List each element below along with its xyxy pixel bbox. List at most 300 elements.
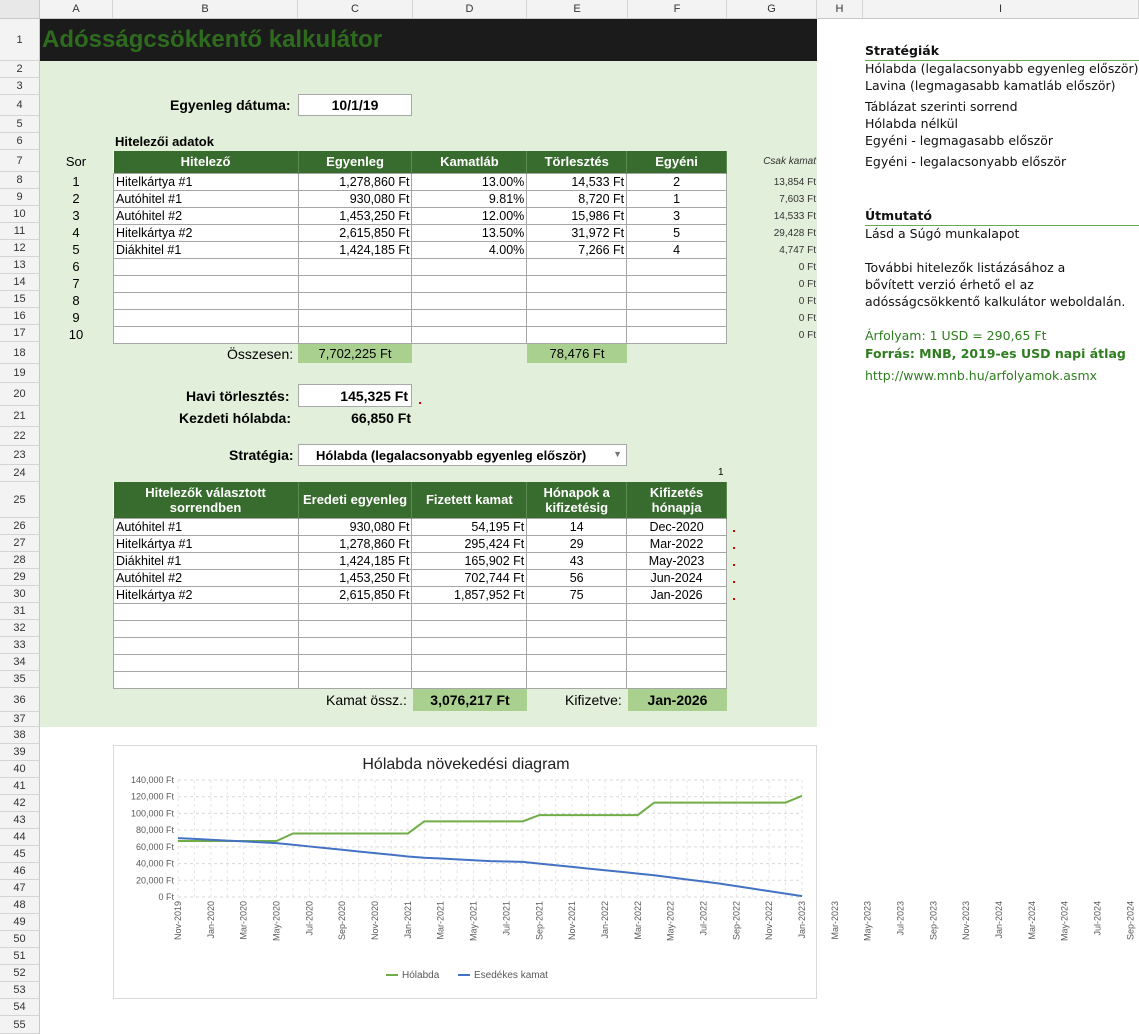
creditor-balance-cell[interactable]: [298, 275, 412, 292]
row-header[interactable]: 31: [0, 603, 40, 620]
creditor-balance-cell[interactable]: [298, 258, 412, 275]
creditor-balance-cell[interactable]: 1,278,860 Ft: [298, 173, 412, 190]
creditor-balance-cell[interactable]: 930,080 Ft: [298, 190, 412, 207]
results-table: [113, 482, 727, 689]
interest-only-cell: 7,603 Ft: [779, 194, 816, 205]
monthly-payment-input[interactable]: 145,325 Ft: [298, 384, 412, 407]
result-orig-cell[interactable]: 1,453,250 Ft: [298, 569, 412, 586]
row-header[interactable]: 41: [0, 778, 40, 795]
creditor-header-payment: Törlesztés: [527, 151, 627, 173]
result-interest-cell[interactable]: [412, 603, 527, 620]
x-tick-label: Sep-2022: [731, 901, 742, 941]
y-tick-label: 140,000 Ft: [130, 775, 174, 785]
totals-label: Összesen:: [227, 346, 294, 362]
row-header[interactable]: 5: [0, 116, 40, 133]
result-payoff-cell[interactable]: Dec-2020: [627, 518, 727, 535]
row-number: 2: [72, 191, 80, 206]
creditor-payment-cell[interactable]: 31,972 Ft: [527, 224, 627, 241]
result-orig-cell[interactable]: [298, 603, 412, 620]
row-header[interactable]: 1: [0, 19, 40, 61]
creditor-balance-cell[interactable]: 1,453,250 Ft: [298, 207, 412, 224]
row-header[interactable]: 17: [0, 325, 40, 342]
row-header[interactable]: 40: [0, 761, 40, 778]
creditor-payment-cell[interactable]: 8,720 Ft: [527, 190, 627, 207]
row-header[interactable]: 2: [0, 61, 40, 78]
strategy-option-6: Egyéni - legalacsonyabb először: [865, 154, 1067, 169]
creditor-name-cell[interactable]: [114, 309, 299, 326]
row-header[interactable]: 28: [0, 552, 40, 569]
interest-only-cell: 29,428 Ft: [773, 228, 816, 239]
row-number: 9: [72, 310, 80, 325]
interest-total-value: 3,076,217 Ft: [413, 689, 527, 711]
guide-text: Lásd a Súgó munkalapot: [865, 226, 1020, 241]
row-number-header: Sor: [65, 154, 87, 169]
result-months-cell[interactable]: [527, 603, 627, 620]
interest-only-cell: 14,533 Ft: [773, 211, 816, 222]
row-header[interactable]: 53: [0, 982, 40, 999]
row-header[interactable]: 44: [0, 829, 40, 846]
row-header[interactable]: 24: [0, 465, 40, 482]
creditor-name-cell[interactable]: Autóhitel #2: [114, 207, 299, 224]
creditor-table: [113, 151, 727, 344]
column-header[interactable]: F: [628, 0, 727, 19]
y-tick-label: 0 Ft: [158, 892, 174, 902]
result-header-months: Hónapok a kifizetésig: [527, 482, 627, 518]
x-tick-label: Jan-2024: [994, 901, 1005, 939]
creditor-rate-cell[interactable]: 12.00%: [412, 207, 527, 224]
creditor-rate-cell[interactable]: [412, 258, 527, 275]
row-header[interactable]: 11: [0, 223, 40, 240]
creditor-header-name: Hitelező: [114, 151, 299, 173]
snowball-chart[interactable]: [113, 745, 1136, 999]
result-orig-cell[interactable]: [298, 637, 412, 654]
x-tick-label: Mar-2024: [1026, 901, 1037, 940]
row-header[interactable]: 9: [0, 189, 40, 206]
strategy-value: Hólabda (legalacsonyabb egyenleg először): [316, 447, 587, 463]
column-header[interactable]: E: [527, 0, 628, 19]
creditor-payment-cell[interactable]: [527, 309, 627, 326]
row-header[interactable]: 29: [0, 569, 40, 586]
interest-only-cell: 0 Ft: [798, 313, 816, 324]
row-header[interactable]: 13: [0, 257, 40, 274]
column-header[interactable]: I: [863, 0, 1139, 19]
x-tick-label: Jan-2022: [599, 901, 610, 939]
x-tick-label: Jan-2020: [205, 901, 216, 939]
x-tick-label: Mar-2023: [829, 901, 840, 940]
row-header[interactable]: 32: [0, 620, 40, 637]
total-payment: 78,476 Ft: [527, 344, 627, 363]
row-header[interactable]: 27: [0, 535, 40, 552]
creditor-custom-cell[interactable]: 3: [627, 207, 727, 224]
creditor-header-rate: Kamatláb: [412, 151, 527, 173]
row-header[interactable]: 15: [0, 291, 40, 308]
creditor-balance-cell[interactable]: [298, 326, 412, 343]
result-interest-cell[interactable]: [412, 654, 527, 671]
row-header[interactable]: 18: [0, 342, 40, 364]
creditor-balance-cell[interactable]: 1,424,185 Ft: [298, 241, 412, 258]
row-header[interactable]: 33: [0, 637, 40, 654]
result-name-cell[interactable]: Hitelkártya #1: [114, 535, 299, 552]
result-orig-cell[interactable]: [298, 620, 412, 637]
strategy-option-1: Hólabda (legalacsonyabb egyenleg először): [865, 61, 1139, 76]
creditor-name-cell[interactable]: Hitelkártya #1: [114, 173, 299, 190]
creditor-rate-cell[interactable]: [412, 326, 527, 343]
interest-only-cell: 4,747 Ft: [779, 245, 816, 256]
strategy-dropdown[interactable]: [298, 444, 627, 466]
x-tick-label: Jul-2023: [895, 901, 906, 936]
creditor-custom-cell[interactable]: 1: [627, 190, 727, 207]
creditor-header-balance: Egyenleg: [298, 151, 412, 173]
row-header[interactable]: 37: [0, 712, 40, 727]
total-balance: 7,702,225 Ft: [298, 344, 412, 363]
row-header[interactable]: 21: [0, 406, 40, 427]
x-tick-label: Jan-2023: [797, 901, 807, 939]
result-header-payoff: Kifizetés hónapja: [627, 482, 727, 518]
x-tick-label: Mar-2021: [435, 901, 446, 940]
more-text-2: bővített verzió érhető el az: [865, 277, 1034, 292]
row-header[interactable]: 34: [0, 654, 40, 671]
result-months-cell[interactable]: [527, 671, 627, 688]
creditor-payment-cell[interactable]: [527, 292, 627, 309]
result-name-cell[interactable]: [114, 671, 299, 688]
result-row: [114, 671, 727, 688]
paid-off-value: Jan-2026: [628, 689, 727, 711]
result-interest-cell[interactable]: 54,195 Ft: [412, 518, 527, 535]
creditor-payment-cell[interactable]: 14,533 Ft: [527, 173, 627, 190]
result-header-creditors: Hitelezők választott sorrendben: [114, 482, 299, 518]
row-number: 4: [72, 225, 80, 240]
column-header[interactable]: A: [40, 0, 113, 19]
row-header[interactable]: 23: [0, 446, 40, 465]
x-tick-label: Nov-2020: [370, 901, 381, 941]
creditor-payment-cell[interactable]: [527, 326, 627, 343]
x-tick-label: May-2020: [271, 901, 282, 942]
y-tick-label: 60,000 Ft: [135, 841, 174, 852]
more-text-3: adósságcsökkentő kalkulátor weboldalán.: [865, 294, 1126, 309]
creditor-payment-cell[interactable]: [527, 258, 627, 275]
column-header[interactable]: D: [413, 0, 527, 19]
creditor-balance-cell[interactable]: [298, 309, 412, 326]
row-header[interactable]: 39: [0, 744, 40, 761]
creditor-section-label: Hitelezői adatok: [115, 134, 214, 149]
result-months-cell[interactable]: 14: [527, 518, 627, 535]
creditor-row: [114, 326, 727, 343]
creditor-name-cell[interactable]: Diákhitel #1: [114, 241, 299, 258]
result-months-cell[interactable]: 56: [527, 569, 627, 586]
row-header[interactable]: 19: [0, 364, 40, 383]
creditor-custom-cell[interactable]: [627, 275, 727, 292]
legend-label: Hólabda: [402, 970, 440, 981]
strategy-option-2: Lavina (legmagasabb kamatláb először): [865, 78, 1116, 93]
result-orig-cell[interactable]: 1,278,860 Ft: [298, 535, 412, 552]
result-header-interest: Fizetett kamat: [412, 482, 527, 518]
x-tick-label: Sep-2023: [928, 901, 939, 941]
result-payoff-cell[interactable]: [627, 620, 727, 637]
result-months-cell[interactable]: [527, 620, 627, 637]
creditor-rate-cell[interactable]: 13.50%: [412, 224, 527, 241]
result-name-cell[interactable]: Diákhitel #1: [114, 552, 299, 569]
row-number: 10: [68, 327, 84, 342]
result-payoff-cell[interactable]: [627, 654, 727, 671]
result-header-original: Eredeti egyenleg: [298, 482, 412, 518]
x-tick-label: May-2022: [665, 901, 676, 942]
column-header[interactable]: C: [298, 0, 413, 19]
x-tick-label: Sep-2021: [534, 901, 545, 941]
chart-title: Hólabda növekedési diagram: [362, 756, 570, 773]
creditor-rate-cell[interactable]: 13.00%: [412, 173, 527, 190]
row-header[interactable]: 55: [0, 1016, 40, 1034]
x-tick-label: Nov-2023: [961, 901, 972, 941]
creditor-rate-cell[interactable]: 9.81%: [412, 190, 527, 207]
creditor-custom-cell[interactable]: [627, 258, 727, 275]
row-header[interactable]: 50: [0, 931, 40, 948]
row-header[interactable]: 43: [0, 812, 40, 829]
creditor-row: [114, 275, 727, 292]
row-number: 8: [72, 293, 80, 308]
row-number: 1: [72, 174, 80, 189]
row-header[interactable]: 30: [0, 586, 40, 603]
column-header[interactable]: G: [727, 0, 817, 19]
creditor-header-custom: Egyéni: [627, 151, 727, 173]
interest-only-cell: 0 Ft: [798, 279, 816, 290]
result-orig-cell[interactable]: [298, 654, 412, 671]
row-header[interactable]: 38: [0, 727, 40, 744]
row-header[interactable]: 36: [0, 688, 40, 712]
creditor-row: [114, 241, 727, 258]
creditor-custom-cell[interactable]: 5: [627, 224, 727, 241]
row-header[interactable]: 4: [0, 95, 40, 116]
column-header[interactable]: H: [817, 0, 863, 19]
result-name-cell[interactable]: [114, 637, 299, 654]
legend-label: Esedékes kamat: [474, 970, 548, 981]
result-interest-cell[interactable]: [412, 620, 527, 637]
result-row: [114, 603, 727, 620]
comment-marker: [733, 598, 735, 600]
result-interest-cell[interactable]: 702,744 Ft: [412, 569, 527, 586]
creditor-row: [114, 258, 727, 275]
balance-date-label: Egyenleg dátuma:: [170, 97, 291, 113]
result-name-cell[interactable]: Autóhitel #2: [114, 569, 299, 586]
result-payoff-cell[interactable]: Mar-2022: [627, 535, 727, 552]
x-tick-label: Nov-2019: [173, 901, 183, 941]
result-name-cell[interactable]: Autóhitel #1: [114, 518, 299, 535]
row-header[interactable]: 10: [0, 206, 40, 223]
result-name-cell[interactable]: [114, 603, 299, 620]
result-orig-cell[interactable]: [298, 671, 412, 688]
result-months-cell[interactable]: [527, 654, 627, 671]
paid-off-label: Kifizetve:: [565, 692, 622, 708]
x-tick-label: May-2024: [1059, 901, 1070, 942]
result-months-cell[interactable]: 29: [527, 535, 627, 552]
row-header[interactable]: 3: [0, 78, 40, 95]
result-interest-cell[interactable]: [412, 637, 527, 654]
comment-marker: [733, 581, 735, 583]
strategy-option-5: Egyéni - legmagasabb először: [865, 133, 1053, 148]
creditor-name-cell[interactable]: [114, 292, 299, 309]
creditor-name-cell[interactable]: Hitelkártya #2: [114, 224, 299, 241]
creditor-name-cell[interactable]: [114, 258, 299, 275]
interest-total-label: Kamat össz.:: [326, 692, 407, 708]
comment-marker: [733, 530, 735, 532]
creditor-custom-cell[interactable]: [627, 309, 727, 326]
row-header[interactable]: 16: [0, 308, 40, 325]
x-tick-label: Jan-2021: [402, 901, 413, 939]
creditor-payment-cell[interactable]: 7,266 Ft: [527, 241, 627, 258]
result-months-cell[interactable]: 43: [527, 552, 627, 569]
strategies-title: Stratégiák: [865, 43, 940, 58]
initial-snowball-label: Kezdeti hólabda:: [179, 410, 292, 426]
row-header[interactable]: 8: [0, 172, 40, 189]
result-row: [114, 552, 727, 569]
y-tick-label: 100,000 Ft: [130, 808, 174, 819]
initial-snowball-value: 66,850 Ft: [351, 410, 411, 426]
row-header[interactable]: 48: [0, 897, 40, 914]
row-header[interactable]: 6: [0, 133, 40, 150]
strategy-option-3: Táblázat szerinti sorrend: [865, 99, 1018, 114]
creditor-row: [114, 173, 727, 190]
row-header[interactable]: 42: [0, 795, 40, 812]
result-payoff-cell[interactable]: Jan-2026: [627, 586, 727, 603]
creditor-row: [114, 309, 727, 326]
creditor-custom-cell[interactable]: [627, 292, 727, 309]
x-tick-label: Jul-2020: [304, 901, 315, 936]
interest-only-cell: 0 Ft: [798, 262, 816, 273]
result-interest-cell[interactable]: 1,857,952 Ft: [412, 586, 527, 603]
interest-only-header: Csak kamat: [763, 156, 816, 167]
x-tick-label: Jul-2021: [501, 901, 512, 936]
result-payoff-cell[interactable]: May-2023: [627, 552, 727, 569]
creditor-custom-cell[interactable]: 4: [627, 241, 727, 258]
interest-only-cell: 13,854 Ft: [773, 177, 816, 188]
row-header[interactable]: 35: [0, 671, 40, 688]
row-header[interactable]: 51: [0, 948, 40, 965]
x-tick-label: Sep-2024: [1125, 901, 1136, 941]
more-text-1: További hitelezők listázásához a: [865, 260, 1066, 275]
balance-date-input[interactable]: 10/1/19: [298, 94, 412, 116]
result-name-cell[interactable]: Hitelkártya #2: [114, 586, 299, 603]
result-row: [114, 637, 727, 654]
row-header[interactable]: 47: [0, 880, 40, 897]
creditor-rate-cell[interactable]: [412, 275, 527, 292]
row-header[interactable]: 20: [0, 383, 40, 406]
result-months-cell[interactable]: 75: [527, 586, 627, 603]
row-number: 7: [72, 276, 80, 291]
creditor-rate-cell[interactable]: [412, 309, 527, 326]
result-payoff-cell[interactable]: [627, 603, 727, 620]
select-all-corner[interactable]: [0, 0, 40, 19]
result-orig-cell[interactable]: 930,080 Ft: [298, 518, 412, 535]
x-tick-label: Sep-2020: [337, 901, 348, 941]
row-header[interactable]: 54: [0, 999, 40, 1016]
row24-value: 1: [718, 467, 724, 478]
y-tick-label: 120,000 Ft: [130, 791, 174, 802]
creditor-name-cell[interactable]: [114, 326, 299, 343]
exchange-source: Forrás: MNB, 2019-es USD napi átlag: [865, 346, 1126, 361]
strategy-option-4: Hólabda nélkül: [865, 116, 959, 131]
creditor-name-cell[interactable]: [114, 275, 299, 292]
result-row: [114, 569, 727, 586]
creditor-rate-cell[interactable]: 4.00%: [412, 241, 527, 258]
creditor-payment-cell[interactable]: 15,986 Ft: [527, 207, 627, 224]
interest-only-cell: 0 Ft: [798, 330, 816, 341]
result-payoff-cell[interactable]: Jun-2024: [627, 569, 727, 586]
comment-marker: [419, 402, 421, 404]
x-tick-label: May-2021: [468, 901, 479, 942]
x-tick-label: Mar-2022: [632, 901, 643, 940]
result-interest-cell[interactable]: [412, 671, 527, 688]
result-interest-cell[interactable]: 165,902 Ft: [412, 552, 527, 569]
result-name-cell[interactable]: [114, 620, 299, 637]
result-row: [114, 586, 727, 603]
y-tick-label: 80,000 Ft: [135, 825, 174, 836]
row-header[interactable]: 49: [0, 914, 40, 931]
row-header[interactable]: 7: [0, 150, 40, 172]
creditor-name-cell[interactable]: Autóhitel #1: [114, 190, 299, 207]
result-months-cell[interactable]: [527, 637, 627, 654]
y-tick-label: 20,000 Ft: [135, 875, 174, 886]
result-row: [114, 620, 727, 637]
row-number: 5: [72, 242, 80, 257]
creditor-row: [114, 207, 727, 224]
monthly-payment-label: Havi törlesztés:: [186, 388, 290, 404]
creditor-balance-cell[interactable]: [298, 292, 412, 309]
result-row: [114, 535, 727, 552]
row-header[interactable]: 46: [0, 863, 40, 880]
page-title: Adósságcsökkentő kalkulátor: [42, 26, 383, 53]
result-interest-cell[interactable]: 295,424 Ft: [412, 535, 527, 552]
x-tick-label: Jul-2022: [698, 901, 709, 936]
strategy-label: Stratégia:: [229, 447, 294, 463]
result-name-cell[interactable]: [114, 654, 299, 671]
x-tick-label: Nov-2022: [764, 901, 775, 941]
result-orig-cell[interactable]: 1,424,185 Ft: [298, 552, 412, 569]
row-header[interactable]: 26: [0, 518, 40, 535]
x-tick-label: Mar-2020: [238, 901, 249, 940]
result-row: [114, 518, 727, 535]
y-tick-label: 40,000 Ft: [135, 858, 174, 869]
result-payoff-cell[interactable]: [627, 671, 727, 688]
x-tick-label: Nov-2021: [567, 901, 578, 941]
row-header[interactable]: 12: [0, 240, 40, 257]
creditor-balance-cell[interactable]: 2,615,850 Ft: [298, 224, 412, 241]
source-link[interactable]: http://www.mnb.hu/arfolyamok.asmx: [865, 368, 1098, 383]
row-header[interactable]: 52: [0, 965, 40, 982]
row-header[interactable]: 25: [0, 482, 40, 518]
row-header[interactable]: 45: [0, 846, 40, 863]
comment-marker: [733, 547, 735, 549]
creditor-payment-cell[interactable]: [527, 275, 627, 292]
exchange-rate: Árfolyam: 1 USD = 290,65 Ft: [865, 328, 1047, 343]
comment-marker: [733, 564, 735, 566]
creditor-row: [114, 224, 727, 241]
result-orig-cell[interactable]: 2,615,850 Ft: [298, 586, 412, 603]
creditor-row: [114, 190, 727, 207]
row-header[interactable]: 22: [0, 427, 40, 446]
creditor-row: [114, 292, 727, 309]
column-header[interactable]: B: [113, 0, 298, 19]
row-header[interactable]: 14: [0, 274, 40, 291]
chevron-down-icon[interactable]: ▼: [613, 449, 622, 459]
guide-title: Útmutató: [865, 208, 933, 223]
creditor-rate-cell[interactable]: [412, 292, 527, 309]
chart-svg: [114, 746, 1136, 1000]
creditor-custom-cell[interactable]: 2: [627, 173, 727, 190]
result-payoff-cell[interactable]: [627, 637, 727, 654]
creditor-custom-cell[interactable]: [627, 326, 727, 343]
x-tick-label: May-2023: [862, 901, 873, 942]
row-number: 3: [72, 208, 80, 223]
result-row: [114, 654, 727, 671]
